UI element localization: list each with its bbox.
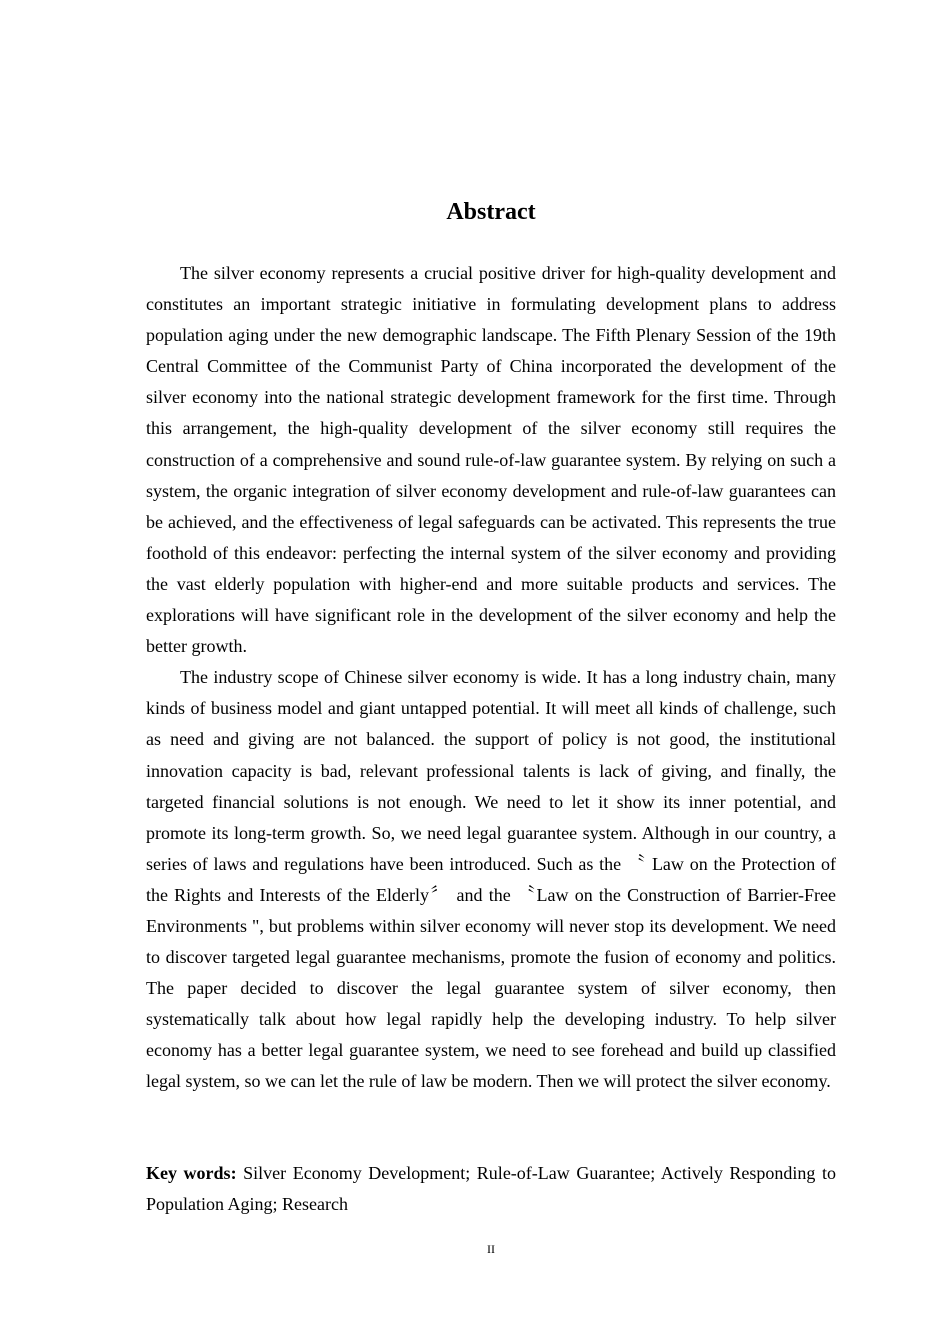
keywords-label: Key words: bbox=[146, 1163, 237, 1183]
page-number: II bbox=[487, 1242, 495, 1256]
abstract-paragraph-2: The industry scope of Chinese silver economy is wide. It has a long industry chain, many kinds of business model and giant untapped potential. It will meet all kinds of challenge, such as need and giving are not balanced. the support of policy is not good, the institutional innovation capacity is bad, relevant professional talents is lack of giving, and finally, the targeted financial solutions is not enough. We need to let it show its inner potential, and promote its long-term growth. So, we need legal guarantee system. Although in our country, a series of laws and regulations have been introduced. Such as the 〝 Law on the Protection of the Rights and Interests of the Elderly〞 and the 〝Law on the Construction of Barrier-Free Environments ", but problems within silver economy will never stop its development. We need to discover targeted legal guarantee mechanisms, promote the fusion of economy and politics. The paper decided to discover the legal guarantee system of silver economy, then systematically talk about how legal rapidly help the developing industry. To help silver economy has a better legal guarantee system, we need to see forehead and build up classified legal system, so we can let the rule of law be modern. Then we will protect the silver economy. bbox=[146, 667, 836, 1092]
keywords-text: Silver Economy Development; Rule-of-Law Guarantee; Actively Responding to Population Aging; Research bbox=[146, 1163, 836, 1214]
abstract-paragraph-1: The silver economy represents a crucial positive driver for high-quality development and constitutes an important strategic initiative in formulating development plans to address population aging under the new demographic landscape. The Fifth Plenary Session of the 19th Central Committee of the Communist Party of China incorporated the development of the silver economy into the national strategic development framework for the first time. Through this arrangement, the high-quality development of the silver economy still requires the construction of a comprehensive and sound rule-of-law guarantee system. By relying on such a system, the organic integration of silver economy development and rule-of-law guarantees can be achieved, and the effectiveness of legal safeguards can be activated. This represents the true foothold of this endeavor: perfecting the internal system of the silver economy and providing the vast elderly population with higher-end and more suitable products and services. The explorations will have significant role in the development of the silver economy and help the better growth. bbox=[146, 263, 836, 657]
keywords-section bbox=[146, 1158, 836, 1220]
abstract-body bbox=[146, 258, 836, 1098]
abstract-title: Abstract bbox=[446, 199, 536, 225]
